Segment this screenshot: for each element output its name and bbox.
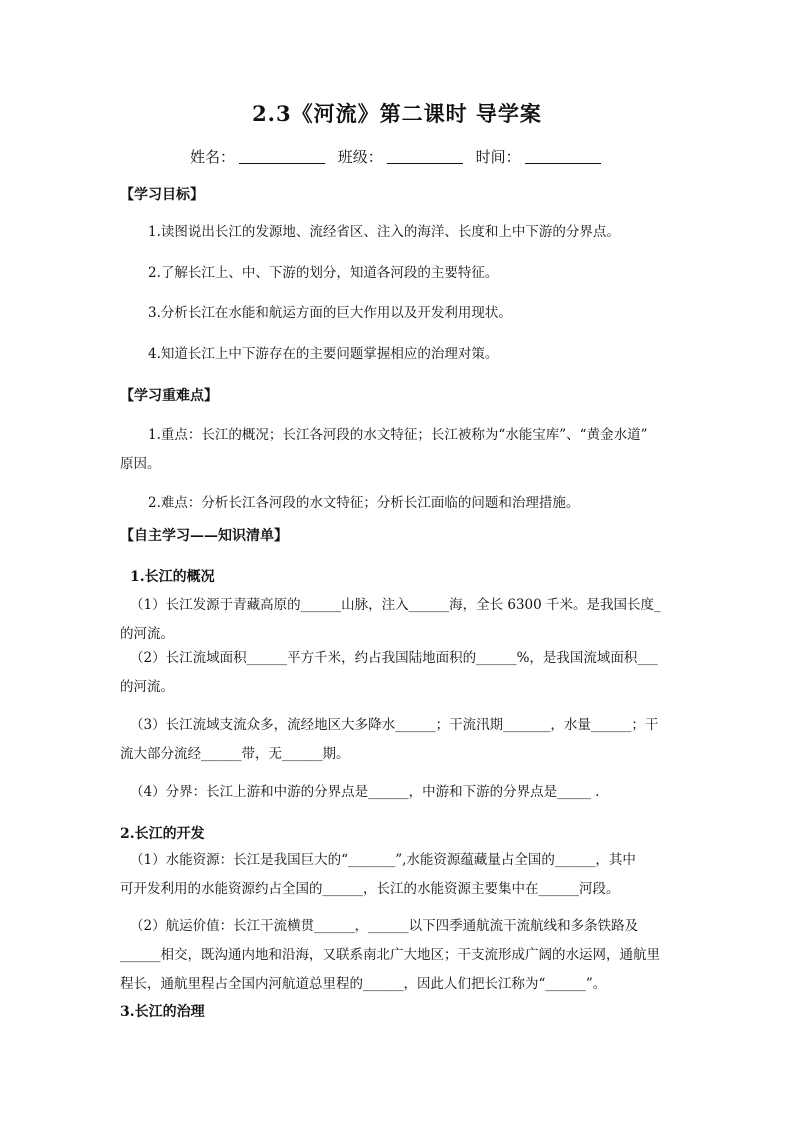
question-line: 的河流。 (120, 679, 174, 695)
question-line: ______相交，既沟通内地和沿海，又联系南北广大地区；干支流形成广阔的水运网，通航里 (120, 947, 660, 963)
question-item (120, 912, 680, 999)
objective-item: 1.读图说出长江的发源地、流经省区、注入的海洋、长度和上中下游的分界点。 (148, 224, 620, 240)
name-label: 姓名： (190, 148, 236, 166)
self-study-heading: 【自主学习——知识清单】 (120, 528, 288, 544)
question-line: （1）长江发源于青藏高原的______山脉，注入______海，全长 6300 千米。是我国长度_ (130, 597, 661, 613)
key-point-line: 1.重点：长江的概况；长江各河段的水文特征；长江被称为“水能宝库”、“黄金水道” (148, 427, 648, 443)
question-line: 的河流。 (120, 626, 174, 642)
class-blank[interactable] (387, 149, 463, 164)
question-line: （2）航运价值：长江干流横贯______，______以下四季通航流干流航线和多条铁路及 (130, 918, 639, 934)
student-info-line (190, 146, 609, 167)
objective-item: 2.了解长江上、中、下游的划分，知道各河段的主要特征。 (148, 265, 499, 281)
question-item (120, 711, 680, 769)
key-points-heading: 【学习重难点】 (120, 388, 218, 404)
objectives-heading: 【学习目标】 (120, 187, 204, 203)
section-title: 1.长江的概况 (130, 569, 215, 585)
time-blank[interactable] (525, 149, 601, 164)
key-point-item: 2.难点：分析长江各河段的水文特征；分析长江面临的问题和治理措施。 (148, 495, 580, 511)
question-line: （2）长江流域面积______平方千米，约占我国陆地面积的______%，是我国流域面积___ (130, 650, 658, 666)
time-label: 时间： (475, 148, 521, 166)
question-line: 流大部分流经______带，无______期。 (120, 746, 350, 762)
page-title: 2.3《河流》第二课时 导学案 (252, 101, 542, 126)
section-title: 2.长江的开发 (120, 826, 205, 842)
section-title: 3.长江的治理 (120, 1004, 205, 1020)
key-point-item (120, 421, 680, 479)
question-line: 程长，通航里程占全国内河航道总里程的______，因此人们把长江称为“______”。 (120, 976, 607, 992)
question-item (120, 846, 680, 904)
question-item (120, 591, 680, 649)
question-item (120, 644, 680, 702)
key-point-line: 原因。 (120, 456, 161, 472)
objective-item: 4.知道长江上中下游存在的主要问题掌握相应的治理对策。 (148, 346, 499, 362)
question-line: （1）水能资源：长江是我国巨大的“_______”,水能资源蕴藏量占全国的______，其中 (130, 852, 636, 868)
objective-item: 3.分析长江在水能和航运方面的巨大作用以及开发利用现状。 (148, 305, 512, 321)
class-label: 班级： (337, 148, 383, 166)
question-line: 可开发利用的水能资源约占全国的______，长江的水能资源主要集中在______河段。 (120, 881, 620, 897)
name-blank[interactable] (239, 149, 325, 164)
question-item: （4）分界：长江上游和中游的分界点是______，中游和下游的分界点是_____ . (130, 784, 600, 800)
question-line: （3）长江流域支流众多，流经地区大多降水______；干流汛期_______，水量______；干 (130, 717, 659, 733)
